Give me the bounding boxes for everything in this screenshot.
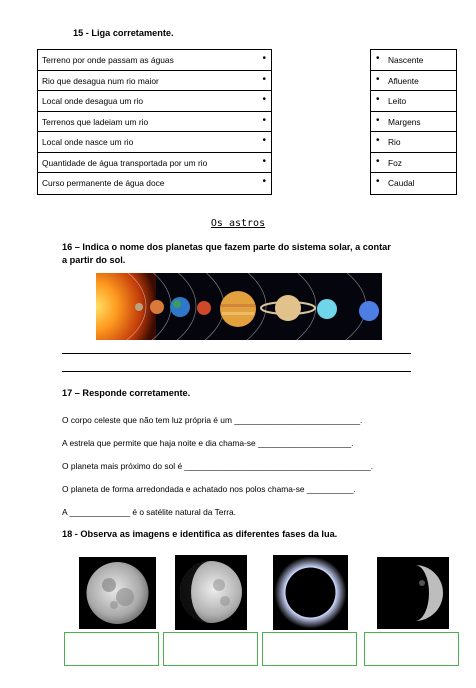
left-item: Terreno por onde passam as águas (42, 55, 174, 65)
right-match-table (370, 49, 457, 195)
right-item: Afluente (388, 75, 419, 86)
left-item: Terrenos que ladeiam um rio (42, 116, 149, 127)
table-row (371, 153, 456, 174)
match-dot[interactable]: • (376, 176, 380, 187)
moon-gibbous-image (175, 555, 247, 630)
match-dot[interactable]: • (262, 155, 266, 167)
right-item: Leito (388, 96, 407, 106)
left-item: Curso permanente de água doce (42, 178, 165, 188)
exercise-16-line1: 16 – Indica o nome dos planetas que fazem parte do sistema solar, a contar (62, 242, 391, 252)
exercise-17-title: 17 – Responde corretamente. (62, 388, 191, 398)
moon-full-image (79, 557, 156, 629)
match-dot[interactable]: • (262, 73, 266, 85)
moon-answer-box[interactable] (163, 632, 258, 666)
left-item: Local onde desagua um rio (42, 96, 144, 106)
exercise-15-title: 15 - Liga corretamente. (73, 28, 174, 38)
moon-crescent-image (377, 557, 449, 629)
right-item: Caudal (388, 178, 415, 188)
left-item: Local onde nasce um rio (42, 137, 134, 147)
table-row (38, 71, 271, 92)
match-dot[interactable]: • (376, 135, 380, 146)
answer-line[interactable] (62, 371, 411, 372)
table-row (371, 91, 456, 112)
moon-eclipse-image (273, 555, 348, 630)
question-line: O planeta mais próximo do sol é ________________________________________. (62, 461, 374, 471)
table-row (38, 153, 271, 174)
match-dot[interactable]: • (262, 94, 266, 105)
match-dot[interactable]: • (376, 114, 380, 126)
exercise-18-title: 18 - Observa as imagens e identifica as diferentes fases da lua. (62, 529, 338, 539)
exercise-16-line2: a partir do sol. (62, 255, 126, 265)
moon-answer-box[interactable] (64, 632, 159, 666)
moon-answer-box[interactable] (364, 632, 459, 666)
match-dot[interactable]: • (376, 155, 380, 167)
match-dot[interactable]: • (262, 53, 266, 64)
table-row (38, 173, 271, 194)
match-dot[interactable]: • (376, 53, 380, 64)
question-line: O planeta de forma arredondada e achatado nos polos chama-se __________. (62, 484, 356, 494)
table-row (371, 112, 456, 133)
table-row (38, 132, 271, 153)
exercise-16-title (62, 241, 432, 267)
match-dot[interactable]: • (376, 94, 380, 105)
table-row (371, 132, 456, 153)
solar-system-image (96, 273, 382, 340)
table-row (38, 91, 271, 112)
table-row (371, 71, 456, 92)
right-item: Rio (388, 137, 401, 147)
match-dot[interactable]: • (262, 114, 266, 126)
match-dot[interactable]: • (262, 135, 266, 146)
left-match-table (37, 49, 272, 195)
left-item: Rio que desagua num rio maior (42, 75, 159, 86)
table-row (38, 50, 271, 71)
left-item: Quantidade de água transportada por um rio (42, 157, 208, 168)
table-row (38, 112, 271, 133)
right-item: Foz (388, 157, 402, 168)
table-row (371, 50, 456, 71)
match-dot[interactable]: • (262, 176, 266, 187)
right-item: Nascente (388, 55, 424, 65)
question-line: A _____________ é o satélite natural da Terra. (62, 507, 236, 517)
right-item: Margens (388, 116, 421, 127)
question-line: O corpo celeste que não tem luz própria é um ___________________________. (62, 415, 363, 425)
section-title: Os astros (210, 218, 266, 229)
question-line: A estrela que permite que haja noite e dia chama-se ____________________. (62, 438, 354, 448)
moon-answer-box[interactable] (262, 632, 357, 666)
table-row (371, 173, 456, 194)
answer-line[interactable] (62, 353, 411, 354)
match-dot[interactable]: • (376, 73, 380, 85)
